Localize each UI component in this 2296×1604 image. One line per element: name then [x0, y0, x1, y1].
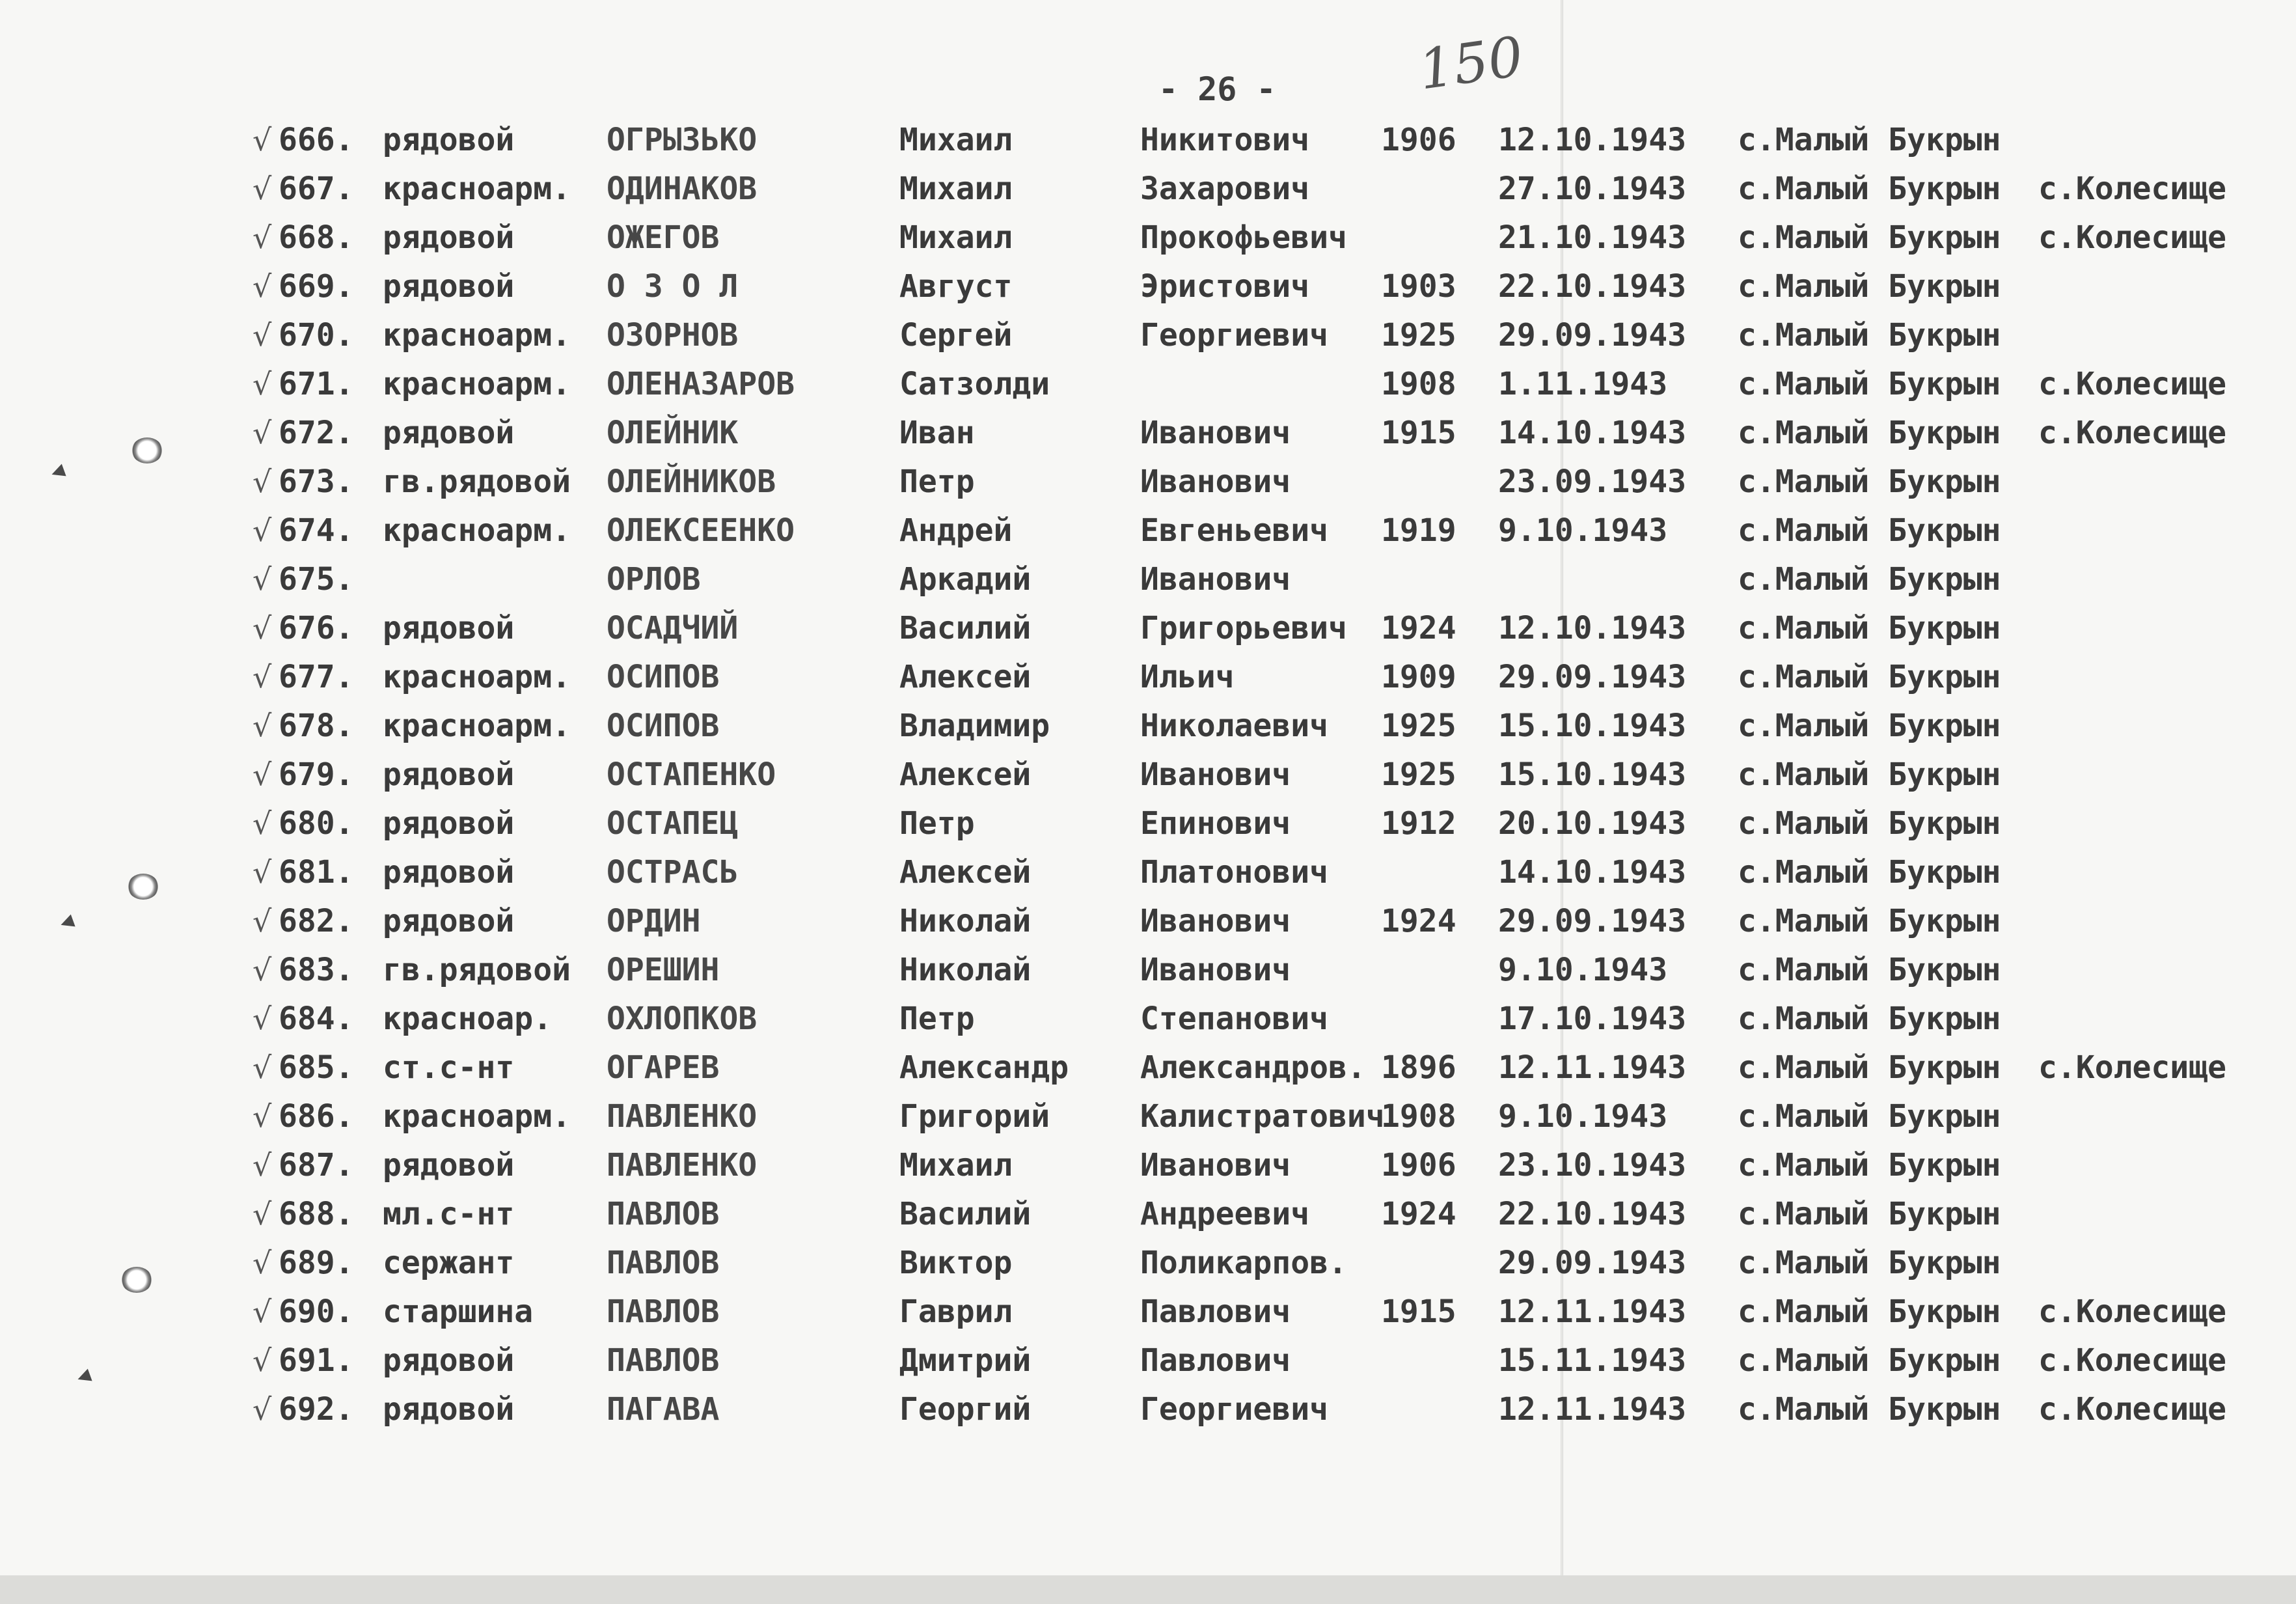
check-mark-icon: √ — [253, 1099, 272, 1134]
record-surname: ОСТАПЕНКО — [607, 756, 776, 793]
record-death-date: 12.10.1943 — [1498, 122, 1686, 158]
record-first-name: Михаил — [899, 1147, 1013, 1183]
record-patronymic: Павлович — [1140, 1293, 1291, 1330]
check-mark-icon: √ — [253, 1050, 272, 1085]
record-birth-year: 1903 — [1381, 268, 1456, 305]
record-number: 675. — [279, 561, 354, 598]
record-birth-year: 1906 — [1381, 1147, 1456, 1183]
margin-mark-icon: ◂ — [72, 1359, 95, 1392]
record-surname: ОГРЫЗЬКО — [607, 122, 758, 158]
record-first-name: Петр — [899, 805, 975, 842]
record-death-date: 15.11.1943 — [1498, 1342, 1686, 1379]
record-rank: рядовой — [383, 268, 515, 305]
record-number: 681. — [279, 854, 354, 891]
table-row — [0, 897, 2296, 946]
table-row — [0, 506, 2296, 555]
record-surname: ОГАРЕВ — [607, 1049, 720, 1086]
record-death-date: 12.10.1943 — [1498, 610, 1686, 646]
record-birth-year: 1919 — [1381, 512, 1456, 549]
record-rank: красноар. — [383, 1001, 553, 1037]
page-number: - 26 - — [1158, 70, 1276, 108]
check-mark-icon: √ — [253, 415, 272, 450]
record-patronymic: Иванович — [1140, 1147, 1291, 1183]
record-death-date: 9.10.1943 — [1498, 512, 1668, 549]
record-number: 668. — [279, 219, 354, 256]
record-burial-place: с.Малый Букрын — [1738, 268, 2001, 305]
record-burial-place: с.Малый Букрын — [1738, 317, 2001, 353]
record-rank: рядовой — [383, 1391, 515, 1428]
table-row — [0, 848, 2296, 897]
record-death-date: 12.11.1943 — [1498, 1391, 1686, 1428]
check-mark-icon: √ — [253, 171, 272, 206]
record-first-name: Алексей — [899, 756, 1032, 793]
record-death-date: 15.10.1943 — [1498, 756, 1686, 793]
record-surname: ОРДИН — [607, 903, 701, 939]
record-death-date: 12.11.1943 — [1498, 1293, 1686, 1330]
record-rank: рядовой — [383, 903, 515, 939]
table-row — [0, 653, 2296, 702]
record-first-name: Михаил — [899, 171, 1013, 207]
record-death-date: 9.10.1943 — [1498, 952, 1668, 988]
table-row — [0, 165, 2296, 214]
record-birth-year: 1896 — [1381, 1049, 1456, 1086]
record-rank: ст.с-нт — [383, 1049, 515, 1086]
check-mark-icon: √ — [253, 757, 272, 792]
check-mark-icon: √ — [253, 464, 272, 499]
table-row — [0, 1288, 2296, 1336]
record-rank: рядовой — [383, 854, 515, 891]
record-number: 666. — [279, 122, 354, 158]
record-first-name: Василий — [899, 1196, 1032, 1232]
record-death-date: 20.10.1943 — [1498, 805, 1686, 842]
record-patronymic: Григорьевич — [1140, 610, 1347, 646]
record-death-date: 17.10.1943 — [1498, 1001, 1686, 1037]
record-number: 689. — [279, 1245, 354, 1281]
record-burial-place: с.Малый Букрын — [1738, 122, 2001, 158]
check-mark-icon: √ — [253, 1001, 272, 1036]
record-patronymic: Павлович — [1140, 1342, 1291, 1379]
check-mark-icon: √ — [253, 952, 272, 988]
record-first-name: Виктор — [899, 1245, 1013, 1281]
record-surname: ПАВЛОВ — [607, 1342, 720, 1379]
record-number: 688. — [279, 1196, 354, 1232]
record-death-date: 29.09.1943 — [1498, 317, 1686, 353]
record-burial-place: с.Малый Букрын — [1738, 1342, 2001, 1379]
record-number: 672. — [279, 415, 354, 451]
record-birth-year: 1924 — [1381, 903, 1456, 939]
record-surname: ОЛЕНАЗАРОВ — [607, 366, 795, 402]
check-mark-icon: √ — [253, 1148, 272, 1183]
record-patronymic: Андреевич — [1140, 1196, 1310, 1232]
record-surname: ОРЛОВ — [607, 561, 701, 598]
record-first-name: Михаил — [899, 122, 1013, 158]
record-death-date: 29.09.1943 — [1498, 659, 1686, 695]
record-first-name: Николай — [899, 903, 1032, 939]
record-patronymic: Иванович — [1140, 903, 1291, 939]
table-row — [0, 262, 2296, 311]
record-rank: мл.с-нт — [383, 1196, 515, 1232]
check-mark-icon: √ — [253, 513, 272, 548]
table-row — [0, 1190, 2296, 1239]
record-burial-place: с.Малый Букрын — [1738, 756, 2001, 793]
table-row — [0, 360, 2296, 409]
table-row — [0, 751, 2296, 799]
check-mark-icon: √ — [253, 562, 272, 597]
record-burial-place: с.Малый Букрын — [1738, 219, 2001, 256]
record-death-date: 21.10.1943 — [1498, 219, 1686, 256]
check-mark-icon: √ — [253, 1392, 272, 1427]
record-first-name: Николай — [899, 952, 1032, 988]
record-number: 680. — [279, 805, 354, 842]
table-row — [0, 214, 2296, 262]
record-surname: ОСИПОВ — [607, 708, 720, 744]
record-first-name: Александр — [899, 1049, 1069, 1086]
check-mark-icon: √ — [253, 1245, 272, 1280]
record-birth-year: 1925 — [1381, 708, 1456, 744]
record-burial-place: с.Малый Букрын — [1738, 1245, 2001, 1281]
record-death-date: 12.11.1943 — [1498, 1049, 1686, 1086]
record-patronymic: Захарович — [1140, 171, 1310, 207]
record-burial-place: с.Малый Букрын — [1738, 366, 2001, 402]
record-burial-place: с.Малый Букрын — [1738, 659, 2001, 695]
record-surname: ПАВЛЕНКО — [607, 1098, 758, 1135]
record-first-name: Алексей — [899, 659, 1032, 695]
record-rank: рядовой — [383, 805, 515, 842]
record-patronymic: Георгиевич — [1140, 1391, 1328, 1428]
record-surname: ОЛЕЙНИК — [607, 415, 739, 451]
margin-mark-icon: ◂ — [55, 904, 78, 938]
record-surname: ОСТРАСЬ — [607, 854, 739, 891]
record-number: 686. — [279, 1098, 354, 1135]
record-number: 684. — [279, 1001, 354, 1037]
table-row — [0, 702, 2296, 751]
record-reburial-place: с.Колесище — [2038, 1293, 2226, 1330]
record-surname: ОХЛОПКОВ — [607, 1001, 758, 1037]
table-row — [0, 116, 2296, 165]
record-surname: ОСАДЧИЙ — [607, 610, 739, 646]
record-death-date: 14.10.1943 — [1498, 415, 1686, 451]
record-rank: красноарм. — [383, 317, 571, 353]
record-burial-place: с.Малый Букрын — [1738, 708, 2001, 744]
record-surname: ПАВЛЕНКО — [607, 1147, 758, 1183]
record-first-name: Сатзолди — [899, 366, 1050, 402]
table-row — [0, 995, 2296, 1044]
check-mark-icon: √ — [253, 904, 272, 939]
record-surname: ОЛЕКСЕЕНКО — [607, 512, 795, 549]
record-patronymic: Иванович — [1140, 756, 1291, 793]
record-reburial-place: с.Колесище — [2038, 415, 2226, 451]
table-row — [0, 1385, 2296, 1434]
record-patronymic: Калистратович — [1140, 1098, 1385, 1135]
record-patronymic: Евгеньевич — [1140, 512, 1328, 549]
table-row — [0, 799, 2296, 848]
record-burial-place: с.Малый Букрын — [1738, 1147, 2001, 1183]
record-number: 683. — [279, 952, 354, 988]
check-mark-icon: √ — [253, 122, 272, 158]
record-rank: красноарм. — [383, 708, 571, 744]
record-patronymic: Ильич — [1140, 659, 1235, 695]
record-surname: ОДИНАКОВ — [607, 171, 758, 207]
handwritten-page-number: 150 — [1414, 24, 1527, 102]
table-row — [0, 458, 2296, 506]
record-number: 679. — [279, 756, 354, 793]
record-death-date: 27.10.1943 — [1498, 171, 1686, 207]
check-mark-icon: √ — [253, 659, 272, 695]
record-number: 685. — [279, 1049, 354, 1086]
record-number: 673. — [279, 463, 354, 500]
record-first-name: Андрей — [899, 512, 1013, 549]
record-death-date: 14.10.1943 — [1498, 854, 1686, 891]
record-rank: рядовой — [383, 415, 515, 451]
record-surname: ОЛЕЙНИКОВ — [607, 463, 776, 500]
record-surname: ПАГАВА — [607, 1391, 720, 1428]
record-number: 691. — [279, 1342, 354, 1379]
record-patronymic: Прокофьевич — [1140, 219, 1347, 256]
record-number: 677. — [279, 659, 354, 695]
record-number: 676. — [279, 610, 354, 646]
record-burial-place: с.Малый Букрын — [1738, 610, 2001, 646]
record-number: 687. — [279, 1147, 354, 1183]
check-mark-icon: √ — [253, 1196, 272, 1232]
record-patronymic: Николаевич — [1140, 708, 1328, 744]
record-number: 690. — [279, 1293, 354, 1330]
table-row — [0, 555, 2296, 604]
record-patronymic: Епинович — [1140, 805, 1291, 842]
record-first-name: Георгий — [899, 1391, 1032, 1428]
record-patronymic: Иванович — [1140, 561, 1291, 598]
record-first-name: Иван — [899, 415, 975, 451]
record-birth-year: 1915 — [1381, 1293, 1456, 1330]
record-rank: рядовой — [383, 122, 515, 158]
record-reburial-place: с.Колесище — [2038, 1342, 2226, 1379]
record-death-date: 22.10.1943 — [1498, 268, 1686, 305]
record-rank: рядовой — [383, 1342, 515, 1379]
record-birth-year: 1915 — [1381, 415, 1456, 451]
record-surname: ПАВЛОВ — [607, 1245, 720, 1281]
record-burial-place: с.Малый Букрын — [1738, 805, 2001, 842]
record-first-name: Михаил — [899, 219, 1013, 256]
record-death-date: 29.09.1943 — [1498, 1245, 1686, 1281]
record-first-name: Григорий — [899, 1098, 1050, 1135]
record-burial-place: с.Малый Букрын — [1738, 903, 2001, 939]
record-rank: сержант — [383, 1245, 515, 1281]
record-burial-place: с.Малый Букрын — [1738, 1391, 2001, 1428]
record-burial-place: с.Малый Букрын — [1738, 1049, 2001, 1086]
record-number: 682. — [279, 903, 354, 939]
record-patronymic: Никитович — [1140, 122, 1310, 158]
scan-bottom-edge — [0, 1575, 2296, 1604]
record-patronymic: Степанович — [1140, 1001, 1328, 1037]
record-birth-year: 1909 — [1381, 659, 1456, 695]
record-number: 670. — [279, 317, 354, 353]
record-reburial-place: с.Колесище — [2038, 171, 2226, 207]
record-rank: красноарм. — [383, 1098, 571, 1135]
table-row — [0, 1239, 2296, 1288]
table-row — [0, 1336, 2296, 1385]
record-rank: старшина — [383, 1293, 534, 1330]
record-burial-place: с.Малый Букрын — [1738, 512, 2001, 549]
record-patronymic: Поликарпов. — [1140, 1245, 1347, 1281]
record-death-date: 29.09.1943 — [1498, 903, 1686, 939]
record-rank: рядовой — [383, 756, 515, 793]
table-row — [0, 409, 2296, 458]
record-number: 674. — [279, 512, 354, 549]
record-patronymic: Иванович — [1140, 952, 1291, 988]
table-row — [0, 604, 2296, 653]
record-first-name: Гаврил — [899, 1293, 1013, 1330]
record-burial-place: с.Малый Букрын — [1738, 415, 2001, 451]
table-row — [0, 1044, 2296, 1092]
record-birth-year: 1925 — [1381, 756, 1456, 793]
check-mark-icon: √ — [253, 855, 272, 890]
record-rank: рядовой — [383, 219, 515, 256]
check-mark-icon: √ — [253, 611, 272, 646]
check-mark-icon: √ — [253, 269, 272, 304]
record-surname: ПАВЛОВ — [607, 1293, 720, 1330]
check-mark-icon: √ — [253, 366, 272, 402]
record-burial-place: с.Малый Букрын — [1738, 463, 2001, 500]
check-mark-icon: √ — [253, 318, 272, 353]
record-patronymic: Александров. — [1140, 1049, 1366, 1086]
record-death-date: 9.10.1943 — [1498, 1098, 1668, 1135]
record-rank: красноарм. — [383, 659, 571, 695]
record-surname: ОСИПОВ — [607, 659, 720, 695]
check-mark-icon: √ — [253, 220, 272, 255]
record-number: 678. — [279, 708, 354, 744]
check-mark-icon: √ — [253, 708, 272, 743]
record-birth-year: 1925 — [1381, 317, 1456, 353]
margin-mark-icon: ◂ — [46, 454, 69, 488]
record-number: 667. — [279, 171, 354, 207]
table-row — [0, 311, 2296, 360]
record-first-name: Петр — [899, 1001, 975, 1037]
check-mark-icon: √ — [253, 806, 272, 841]
record-rank: рядовой — [383, 610, 515, 646]
record-first-name: Дмитрий — [899, 1342, 1032, 1379]
record-first-name: Алексей — [899, 854, 1032, 891]
record-surname: ОСТАПЕЦ — [607, 805, 739, 842]
record-birth-year: 1906 — [1381, 122, 1456, 158]
record-burial-place: с.Малый Букрын — [1738, 1001, 2001, 1037]
record-first-name: Сергей — [899, 317, 1013, 353]
record-reburial-place: с.Колесище — [2038, 1391, 2226, 1428]
record-burial-place: с.Малый Букрын — [1738, 952, 2001, 988]
record-first-name: Петр — [899, 463, 975, 500]
record-surname: ОЖЕГОВ — [607, 219, 720, 256]
record-surname: ОЗОРНОВ — [607, 317, 739, 353]
record-first-name: Август — [899, 268, 1013, 305]
record-patronymic: Георгиевич — [1140, 317, 1328, 353]
check-mark-icon: √ — [253, 1294, 272, 1329]
record-number: 669. — [279, 268, 354, 305]
record-number: 671. — [279, 366, 354, 402]
record-death-date: 22.10.1943 — [1498, 1196, 1686, 1232]
record-surname: ПАВЛОВ — [607, 1196, 720, 1232]
record-death-date: 23.10.1943 — [1498, 1147, 1686, 1183]
record-patronymic: Иванович — [1140, 415, 1291, 451]
record-death-date: 23.09.1943 — [1498, 463, 1686, 500]
record-rank: гв.рядовой — [383, 952, 571, 988]
table-row — [0, 946, 2296, 995]
record-birth-year: 1924 — [1381, 1196, 1456, 1232]
record-burial-place: с.Малый Букрын — [1738, 854, 2001, 891]
record-burial-place: с.Малый Букрын — [1738, 1196, 2001, 1232]
record-number: 692. — [279, 1391, 354, 1428]
record-birth-year: 1912 — [1381, 805, 1456, 842]
record-death-date: 15.10.1943 — [1498, 708, 1686, 744]
record-rank: рядовой — [383, 1147, 515, 1183]
record-patronymic: Иванович — [1140, 463, 1291, 500]
record-birth-year: 1908 — [1381, 366, 1456, 402]
record-patronymic: Платонович — [1140, 854, 1328, 891]
record-burial-place: с.Малый Букрын — [1738, 171, 2001, 207]
record-birth-year: 1908 — [1381, 1098, 1456, 1135]
table-row — [0, 1092, 2296, 1141]
record-reburial-place: с.Колесище — [2038, 366, 2226, 402]
record-reburial-place: с.Колесище — [2038, 219, 2226, 256]
record-rank: красноарм. — [383, 171, 571, 207]
record-first-name: Аркадий — [899, 561, 1032, 598]
record-burial-place: с.Малый Букрын — [1738, 1293, 2001, 1330]
record-burial-place: с.Малый Букрын — [1738, 1098, 2001, 1135]
records-list — [0, 116, 2296, 1434]
record-first-name: Владимир — [899, 708, 1050, 744]
record-rank: красноарм. — [383, 366, 571, 402]
record-rank: красноарм. — [383, 512, 571, 549]
record-burial-place: с.Малый Букрын — [1738, 561, 2001, 598]
record-rank: гв.рядовой — [383, 463, 571, 500]
record-first-name: Василий — [899, 610, 1032, 646]
record-patronymic: Эристович — [1140, 268, 1310, 305]
record-birth-year: 1924 — [1381, 610, 1456, 646]
record-surname: ОРЕШИН — [607, 952, 720, 988]
table-row — [0, 1141, 2296, 1190]
record-death-date: 1.11.1943 — [1498, 366, 1668, 402]
record-reburial-place: с.Колесище — [2038, 1049, 2226, 1086]
check-mark-icon: √ — [253, 1343, 272, 1378]
record-surname: О З О Л — [607, 268, 739, 305]
